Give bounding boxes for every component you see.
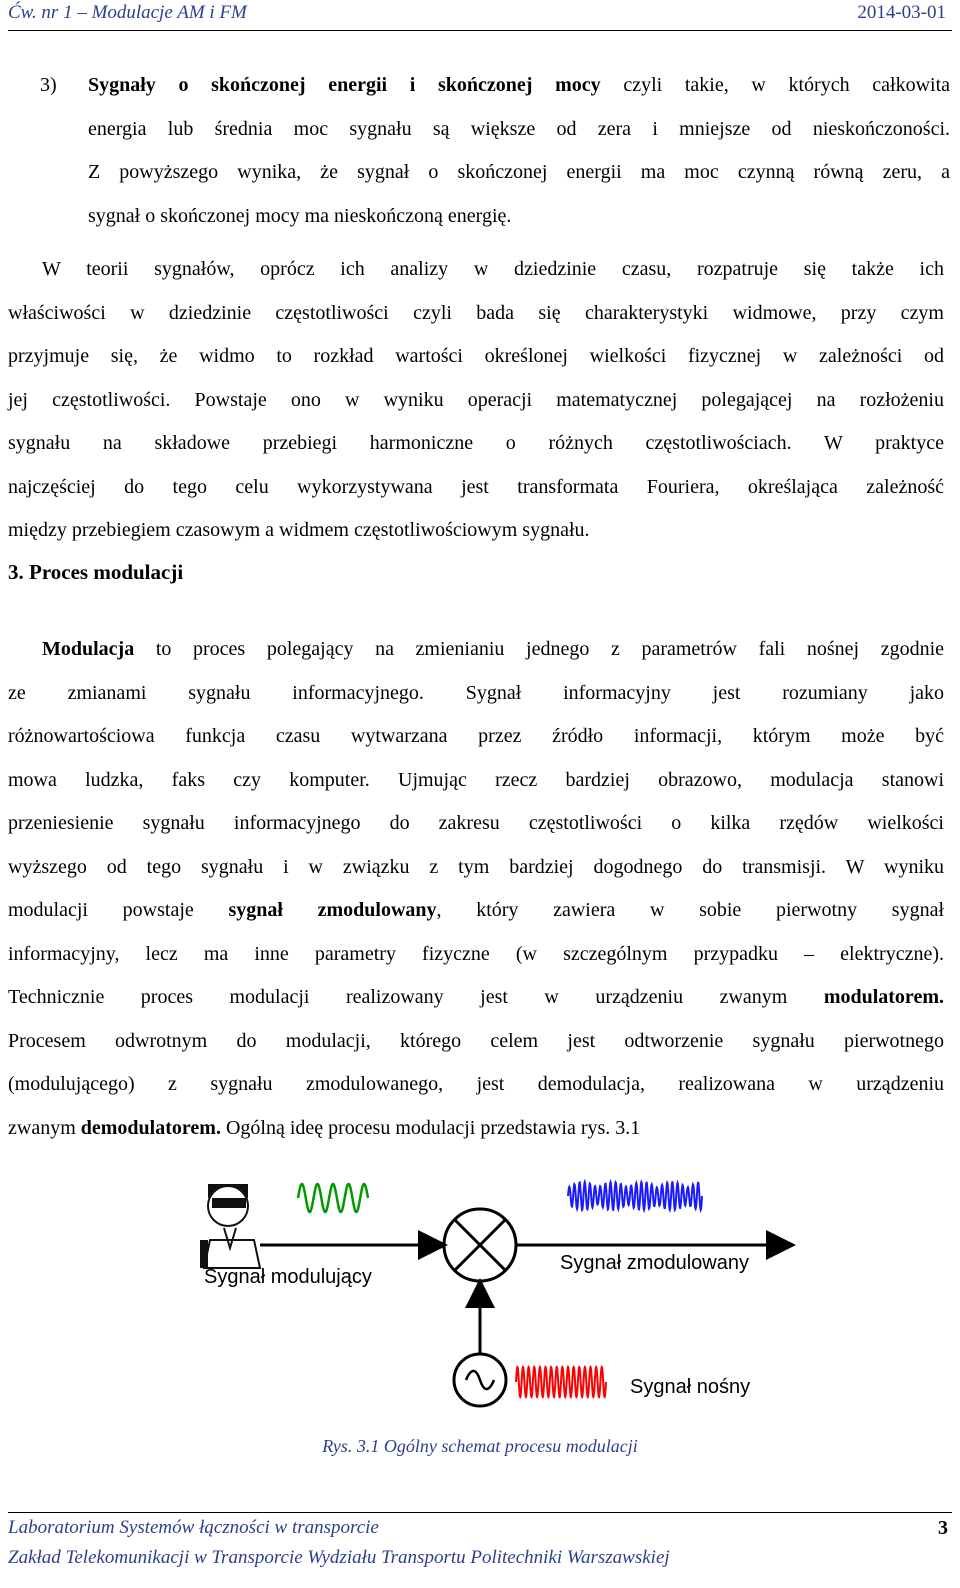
theory-line-2: właściwości w dziedzinie częstotliwości czyli bada się charakterystyki widmowe, przy czym [8,301,944,324]
item3-line-1 [88,64,950,108]
mod-term: Modulacja [42,638,135,660]
mod-term-modulator: modulatorem. [823,986,944,1008]
page-header [8,0,952,31]
section-heading: 3. Proces modulacji [8,560,184,584]
oscillator-icon [454,1354,506,1406]
mod-term-modulated: sygnał zmodulowany [228,899,437,921]
mod-line-2: ze zmianami sygnału informacyjnego. Sygnał informacyjny jest rozumiany jako [8,681,944,704]
person-icon [200,1184,260,1268]
mod-line-7 [8,889,944,933]
item3-bold-term: Sygnały o skończonej energii i skończonej mocy [88,74,601,96]
modulated-wave [568,1182,702,1210]
footer-department: Zakład Telekomunikacji w Transporcie Wydziału Transportu Politechniki Warszawskiej [8,1547,670,1568]
item3-line-1-rest: czyli takie, w których całkowita [600,74,951,96]
mixer-icon [444,1209,516,1281]
label-carrier-signal: Sygnał nośny [630,1376,751,1398]
label-modulated-signal: Sygnał zmodulowany [560,1252,749,1274]
modulation-figure [190,1170,810,1430]
item3-line-2: energia lub średnia moc sygnału są większe od zera i mniejsze od nieskończoności. [88,117,950,140]
mod-line-9 [8,976,944,1020]
mod-line-7-a: modulacji powstaje [8,899,229,921]
mod-line-12-a: zwanym [8,1116,81,1139]
list-number: 3) [40,74,57,96]
figure-caption: Rys. 3.1 Ogólny schemat procesu modulacji [322,1436,638,1456]
theory-line-6: najczęściej do tego celu wykorzystywana jest transformata Fouriera, określająca zależność [8,475,944,498]
theory-line-5: sygnału na składowe przebiegi harmoniczne o różnych częstotliwościach. W praktyce [8,432,944,454]
theory-paragraph [8,248,944,553]
mod-line-6: wyższego od tego sygnału i w związku z tym bardziej dogodnego do transmisji. W wyniku [8,855,944,878]
mod-line-7-b: , który zawiera w sobie pierwotny sygnał [436,899,944,921]
mod-line-4: mowa ludzka, faks czy komputer. Ujmując rzecz bardziej obrazowo, modulacja stanowi [8,768,944,791]
mod-line-3: różnowartościowa funkcja czasu wytwarzana przez źródło informacji, którym może być [8,725,944,747]
mod-line-10: Procesem odwrotnym do modulacji, którego celem jest odtworzenie sygnału pierwotnego [8,1029,944,1052]
footer-lab-name: Laboratorium Systemów łączności w transporcie [8,1517,379,1538]
modulating-wave [298,1184,368,1212]
page-number: 3 [938,1517,948,1539]
theory-line-4: jej częstotliwości. Powstaje ono w wyniku operacji matematycznej polegającej na rozłożeniu [8,388,944,411]
modulation-paragraph [8,628,944,1150]
carrier-wave [516,1367,606,1397]
label-modulating-signal: Sygnał modulujący [204,1266,372,1288]
mod-line-5: przeniesienie sygnału informacyjnego do zakresu częstotliwości o kilka rzędów wielkości [8,812,944,834]
mod-line-9-a: Technicznie proces modulacji realizowany jest w urządzeniu zwanym [8,986,824,1008]
mod-line-1 [8,628,944,672]
mod-line-8: informacyjny, lecz ma inne parametry fizyczne (w szczególnym przypadku – elektryczne). [8,942,944,965]
theory-line-7: między przebiegiem czasowym a widmem częstotliwościowym sygnału. [8,519,590,541]
header-title: Ćw. nr 1 – Modulacje AM i FM [8,2,247,23]
mod-line-12-b: Ogólną ideę procesu modulacji przedstawia rys. 3.1 [220,1116,641,1139]
theory-line-3: przyjmuje się, że widmo to rozkład wartości określonej wielkości fizycznej w zależności od [8,345,944,367]
mod-term-demodulator: demodulatorem. [80,1116,221,1139]
theory-line-1: W teorii sygnałów, oprócz ich analizy w dziedzinie czasu, rozpatruje się także ich [42,258,944,280]
mod-line-11: (modulującego) z sygnału zmodulowanego, jest demodulacja, realizowana w urządzeniu [8,1073,944,1095]
mod-line-12 [8,1107,944,1151]
mod-line-1-rest: to proces polegający na zmienianiu jednego z parametrów fali nośnej zgodnie [134,638,944,660]
item3-line-3: Z powyższego wynika, że sygnał o skończonej energii ma moc czynną równą zeru, a [88,161,950,183]
page-footer [8,1512,952,1588]
item3-line-4: sygnał o skończonej mocy ma nieskończoną energię. [88,204,512,227]
header-date: 2014-03-01 [857,2,946,23]
